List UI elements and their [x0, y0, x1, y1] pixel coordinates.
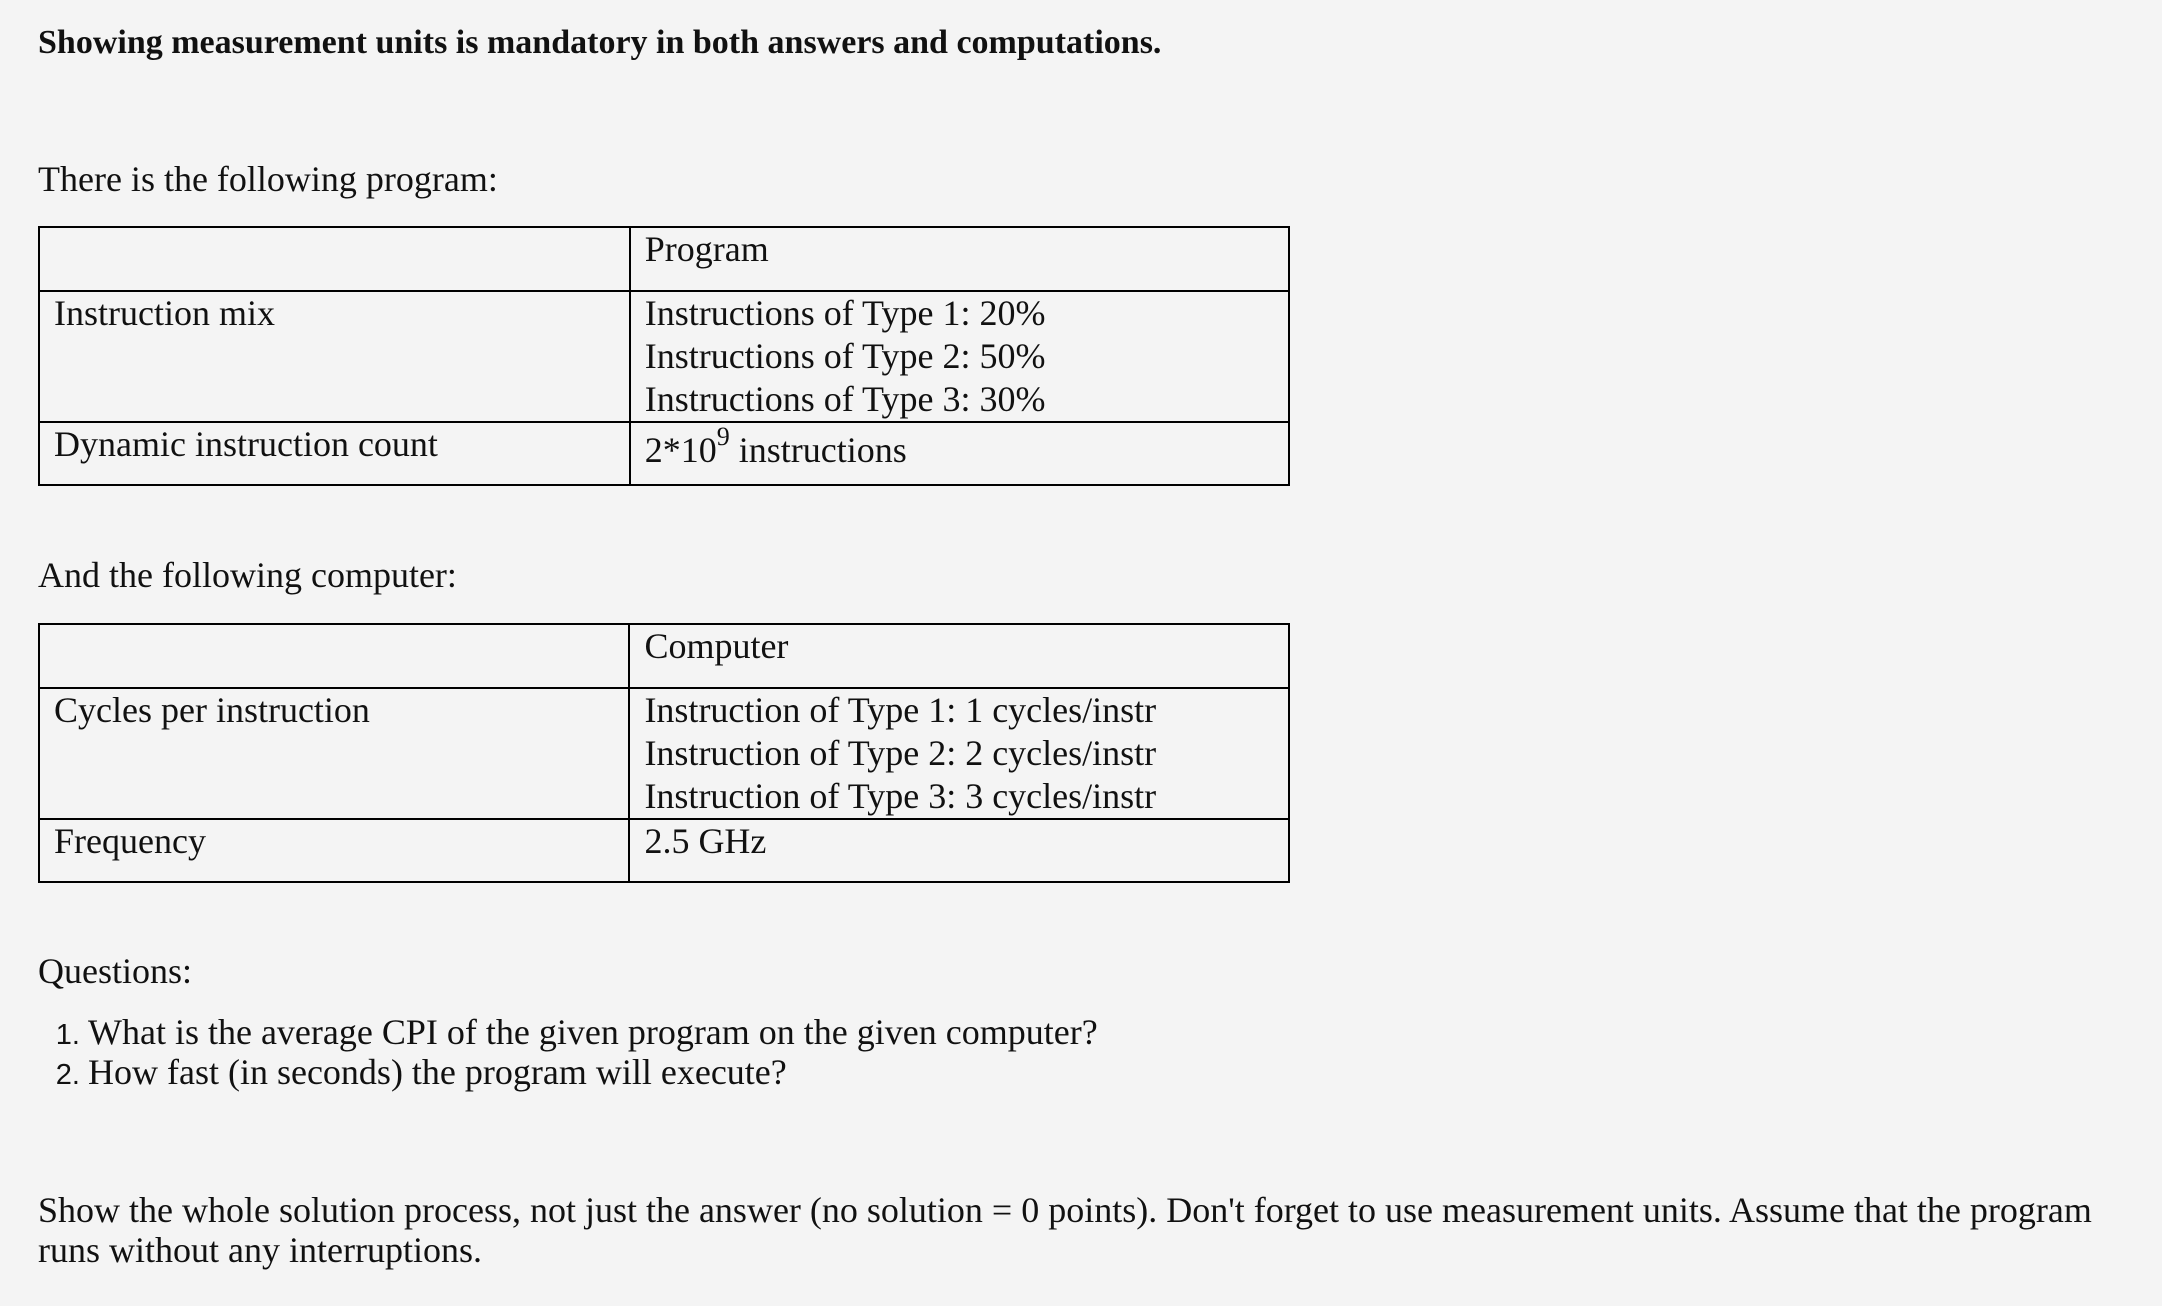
computer-header-cell: Computer — [629, 624, 1289, 688]
dynamic-count-exponent: 9 — [716, 422, 730, 451]
table-row — [39, 688, 1289, 819]
cpi-line: Instruction of Type 3: 3 cycles/instr — [644, 776, 1157, 816]
cpi-line: Instruction of Type 2: 2 cycles/instr — [644, 733, 1157, 773]
instruction-mix-values — [630, 291, 1289, 422]
table-row — [39, 422, 1289, 485]
table-row — [39, 291, 1289, 422]
program-header-cell: Program — [630, 227, 1289, 291]
dynamic-count-value — [630, 422, 1289, 485]
page-heading: Showing measurement units is mandatory in both answers and computations. — [38, 24, 1162, 61]
computer-table — [38, 623, 1290, 883]
cpi-line: Instruction of Type 1: 1 cycles/instr — [644, 690, 1157, 730]
instruction-mix-line: Instructions of Type 3: 30% — [644, 379, 1046, 419]
dynamic-count-label: Dynamic instruction count — [39, 422, 630, 485]
instruction-mix-label: Instruction mix — [39, 291, 630, 422]
table-cell-empty — [39, 624, 629, 688]
table-row — [39, 227, 1289, 291]
dynamic-count-base: 2*10 — [644, 430, 717, 470]
program-intro: There is the following program: — [38, 159, 498, 199]
question-item: 1. What is the average CPI of the given program on the given computer? — [88, 1012, 1098, 1052]
frequency-label: Frequency — [39, 819, 629, 882]
table-row — [39, 819, 1289, 882]
table-row — [39, 624, 1289, 688]
computer-intro: And the following computer: — [38, 555, 457, 595]
questions-title: Questions: — [38, 951, 193, 991]
questions-list — [38, 1012, 1098, 1092]
table-cell-empty — [39, 227, 630, 291]
question-item: 2. How fast (in seconds) the program will execute? — [88, 1052, 1098, 1092]
program-table — [38, 226, 1290, 486]
instruction-mix-line: Instructions of Type 2: 50% — [644, 336, 1046, 376]
cpi-label: Cycles per instruction — [39, 688, 629, 819]
instruction-mix-line: Instructions of Type 1: 20% — [644, 293, 1046, 333]
dynamic-count-unit: instructions — [729, 430, 907, 470]
cpi-values — [629, 688, 1289, 819]
instructions-footer: Show the whole solution process, not just the answer (no solution = 0 points). Don't forget to use measurement units. Assume that the program runs without any interruptions. — [38, 1190, 2092, 1270]
frequency-value: 2.5 GHz — [629, 819, 1289, 882]
